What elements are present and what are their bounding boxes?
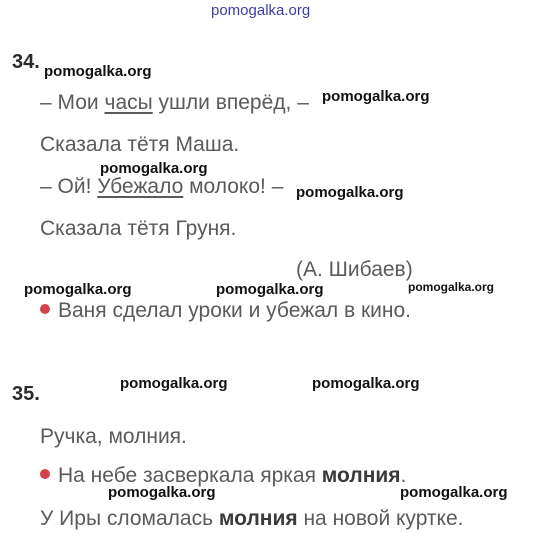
text-segment: У Иры сломалась [40,507,219,530]
text-segment: – Мои [40,91,105,114]
watermark: pomogalka.org [44,63,152,80]
watermark: pomogalka.org [408,280,495,294]
watermark: pomogalka.org [216,281,324,298]
text-segment: На небе засверкала яркая [58,464,322,487]
bold-word: молния [218,507,298,530]
text-segment: на новой куртке. [297,507,464,530]
text-segment: Ваня сделал уроки и убежал в кино. [58,299,411,322]
watermark: pomogalka.org [100,160,208,177]
underlined-word: Убежало [97,175,184,198]
watermark: pomogalka.org [296,184,404,201]
word-pair: Ручка, молния. [40,425,187,448]
exercise-number-34: 34. [12,51,40,73]
exercise-number-35: 35. [12,383,40,405]
watermark: pomogalka.org [312,375,420,392]
underlined-word: часы [104,91,153,114]
watermark: pomogalka.org [120,375,228,392]
poem-line-3 [40,175,283,199]
watermark: pomogalka.org [400,484,508,501]
poem-line-2: Сказала тётя Маша. [40,133,240,156]
watermark: pomogalka.org [322,88,430,105]
answer-sentence-34 [40,299,411,323]
text-segment: ушли вперёд, – [152,91,309,114]
bullet-icon [40,304,50,314]
text-segment: – Ой! [40,175,98,198]
poem-line-1 [40,91,309,115]
poem-line-4: Сказала тётя Груня. [40,217,237,240]
bullet-icon [40,469,50,479]
answer-sentence-35-1 [40,464,406,488]
text-segment: молоко! – [183,175,284,198]
text-segment: . [400,464,407,487]
bold-word: молния [321,464,401,487]
watermark: pomogalka.org [108,484,216,501]
watermark: pomogalka.org [211,2,311,19]
answer-sentence-35-2 [40,507,463,531]
poem-author: (А. Шибаев) [296,258,413,281]
watermark: pomogalka.org [24,281,132,298]
